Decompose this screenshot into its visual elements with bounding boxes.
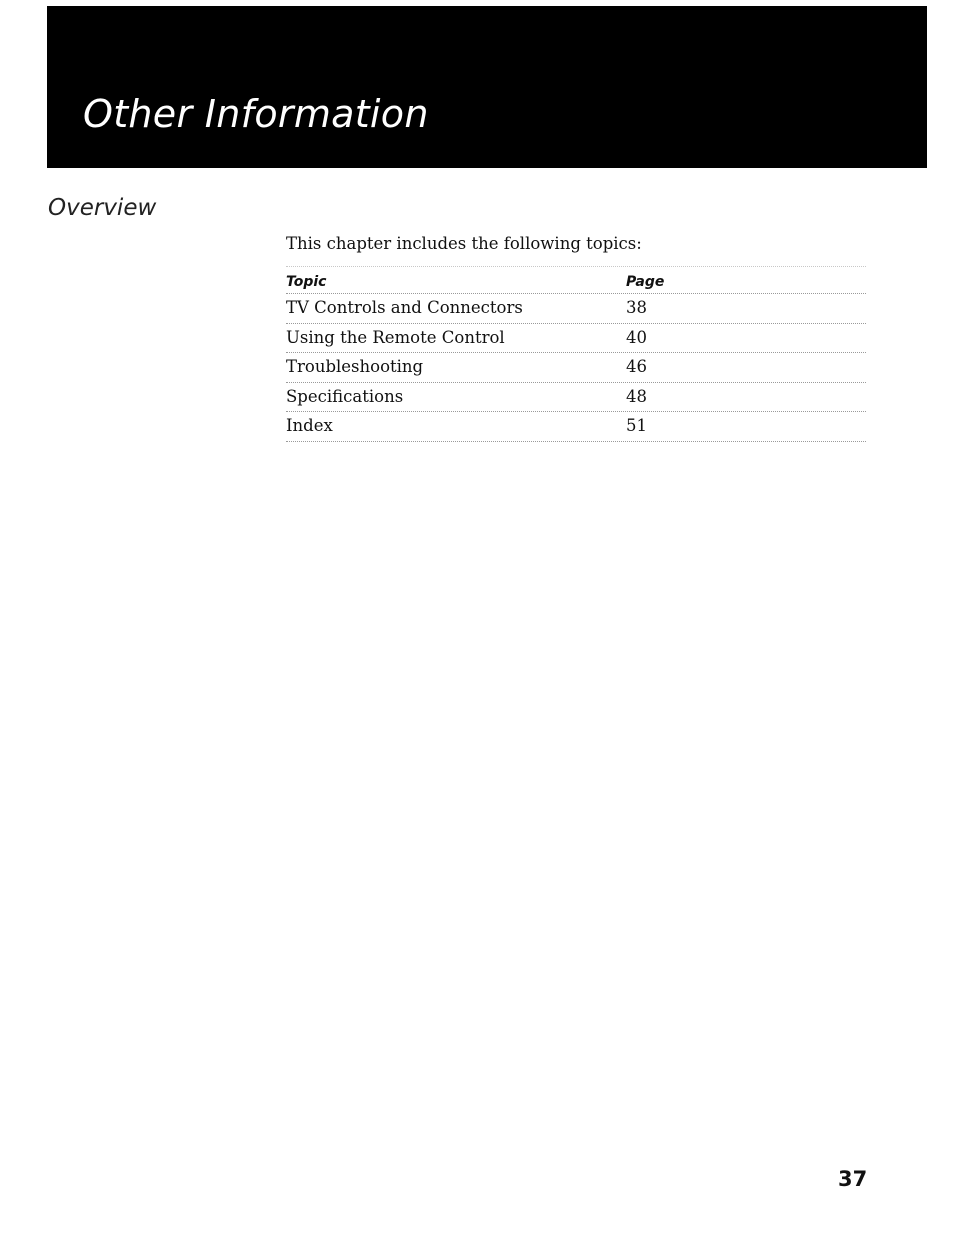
- topic-cell: Index: [286, 416, 333, 436]
- topic-cell: Using the Remote Control: [286, 327, 505, 347]
- table-row: [286, 353, 866, 383]
- column-header-page: Page: [626, 274, 665, 290]
- table-row: [286, 294, 866, 324]
- topics-table: [286, 266, 866, 442]
- table-row: [286, 412, 866, 442]
- page-cell: 48: [626, 386, 647, 406]
- page-number: 37: [838, 1167, 868, 1191]
- column-header-topic: Topic: [286, 274, 327, 290]
- page-cell: 40: [626, 327, 647, 347]
- topic-cell: Specifications: [286, 386, 404, 406]
- table-row: [286, 324, 866, 354]
- table-row: [286, 383, 866, 413]
- page-cell: 46: [626, 357, 647, 377]
- topic-cell: Troubleshooting: [286, 357, 424, 377]
- page-cell: 38: [626, 298, 647, 318]
- intro-text: This chapter includes the following topics:: [286, 234, 642, 253]
- section-heading: Overview: [48, 195, 157, 221]
- topic-cell: TV Controls and Connectors: [286, 298, 523, 318]
- page-cell: 51: [626, 416, 647, 436]
- table-header: [286, 266, 866, 294]
- chapter-title: Other Information: [83, 92, 429, 136]
- chapter-banner: [47, 6, 927, 168]
